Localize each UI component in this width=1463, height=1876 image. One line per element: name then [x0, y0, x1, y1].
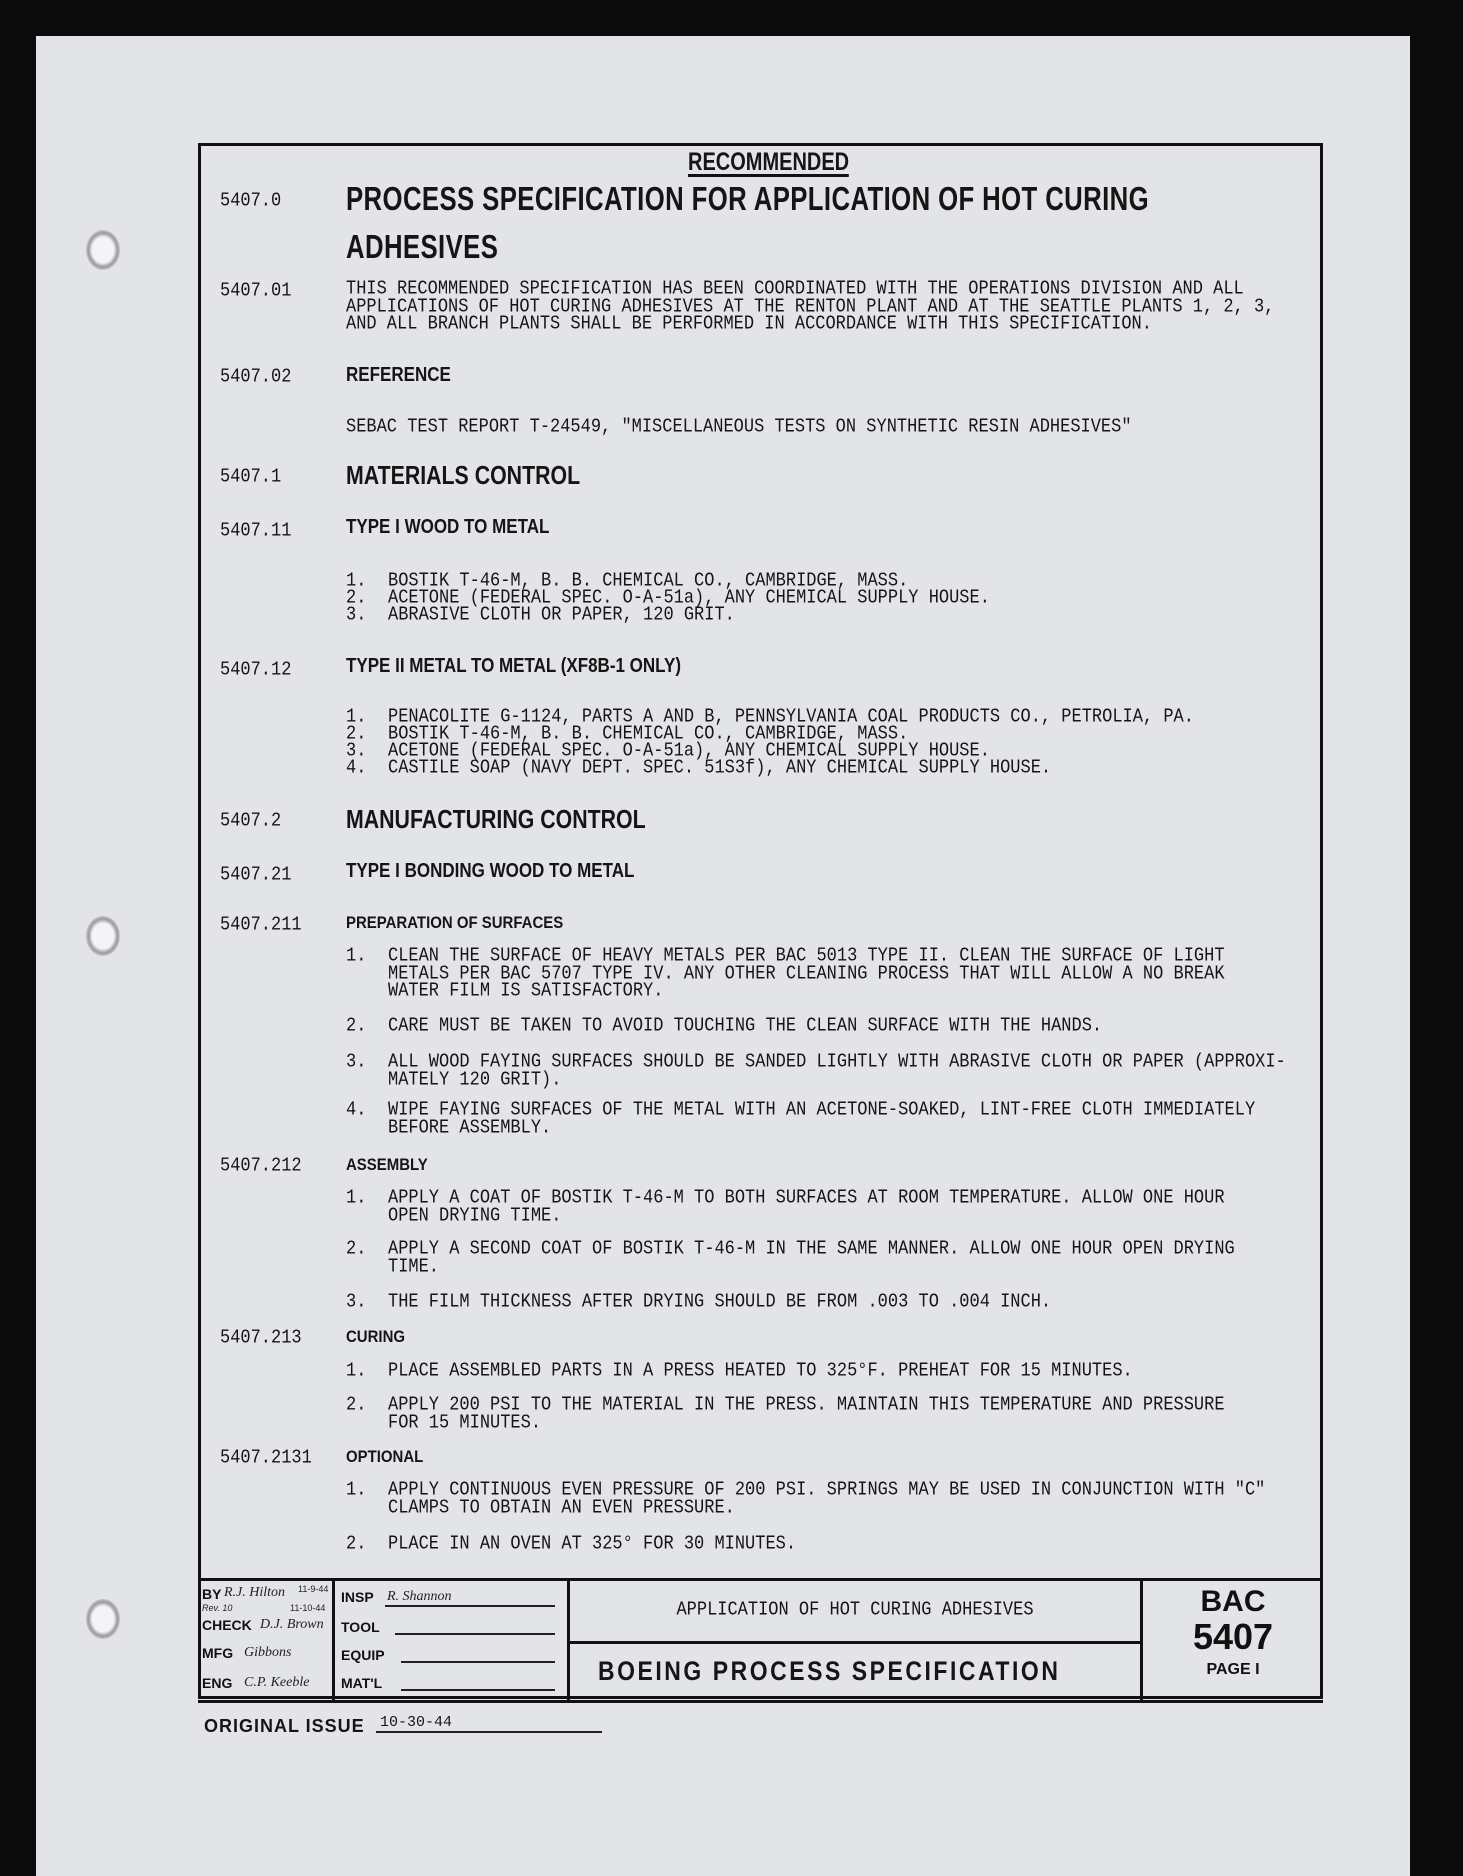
- list-item-number: 3.: [346, 740, 367, 763]
- binder-hole: [86, 916, 120, 956]
- binder-hole: [86, 230, 120, 270]
- list-item-text: WIPE FAYING SURFACES OF THE METAL WITH AN ACETONE-SOAKED, LINT-FREE CLOTH IMMEDIATELY: [388, 1099, 1256, 1122]
- list-item-text: ALL WOOD FAYING SURFACES SHOULD BE SANDED LIGHTLY WITH ABRASIVE CLOTH OR PAPER (APPROXI-: [388, 1051, 1286, 1074]
- paragraph-line: THIS RECOMMENDED SPECIFICATION HAS BEEN COORDINATED WITH THE OPERATIONS DIVISION AND ALL: [346, 278, 1244, 301]
- list-item-text: CLEAN THE SURFACE OF HEAVY METALS PER BAC 5013 TYPE II. CLEAN THE SURFACE OF LIGHT: [388, 945, 1225, 968]
- list-item-text: ACETONE (FEDERAL SPEC. O-A-51a), ANY CHEMICAL SUPPLY HOUSE.: [388, 587, 990, 610]
- revised-date: 11-10-44: [290, 1603, 326, 1613]
- list-item-text: APPLY A SECOND COAT OF BOSTIK T-46-M IN THE SAME MANNER. ALLOW ONE HOUR OPEN DRYING: [388, 1238, 1235, 1261]
- title-block: [198, 1578, 1323, 1703]
- section-heading: ASSEMBLY: [346, 1155, 428, 1174]
- spec-title: APPLICATION OF HOT CURING ADHESIVES: [676, 1599, 1034, 1622]
- section-number: 5407.211: [220, 914, 302, 937]
- section-heading: TYPE II METAL TO METAL (XF8B-1 ONLY): [346, 655, 682, 677]
- list-item-text: APPLY 200 PSI TO THE MATERIAL IN THE PRESS. MAINTAIN THIS TEMPERATURE AND PRESSURE: [388, 1394, 1225, 1417]
- list-item-text: WATER FILM IS SATISFACTORY.: [388, 980, 664, 1003]
- by-signature: R.J. Hilton: [224, 1585, 286, 1600]
- original-issue-date: 10-30-44: [376, 1714, 602, 1733]
- insp-signature: R. Shannon: [387, 1589, 452, 1604]
- company-spec-label: BOEING PROCESS SPECIFICATION: [598, 1656, 1061, 1686]
- mfg-label: MFG: [202, 1645, 234, 1661]
- list-item-number: 1.: [346, 1360, 367, 1383]
- section-number: 5407.0: [220, 190, 282, 213]
- section-heading: PREPARATION OF SURFACES: [346, 913, 564, 932]
- list-item-number: 2.: [346, 587, 367, 610]
- list-item-number: 3.: [346, 604, 367, 627]
- eng-label: ENG: [202, 1675, 233, 1691]
- mfg-signature: Gibbons: [244, 1645, 292, 1660]
- list-item-text: ACETONE (FEDERAL SPEC. O-A-51a), ANY CHEMICAL SUPPLY HOUSE.: [388, 740, 990, 763]
- section-number: 5407.213: [220, 1327, 302, 1350]
- section-heading: ADHESIVES: [346, 228, 499, 265]
- spec-number: 5407: [1192, 1616, 1274, 1657]
- equip-label: EQUIP: [341, 1647, 385, 1663]
- tool-label: TOOL: [341, 1619, 380, 1635]
- list-item-number: 1.: [346, 1187, 367, 1210]
- list-item-number: 4.: [346, 757, 367, 780]
- spec-number-cell: [1143, 1581, 1323, 1703]
- check-signature: D.J. Brown: [260, 1617, 324, 1632]
- paragraph-line: SEBAC TEST REPORT T-24549, "MISCELLANEOUS TESTS ON SYNTHETIC RESIN ADHESIVES": [346, 416, 1132, 439]
- list-item-number: 2.: [346, 723, 367, 746]
- bac-label: BAC: [1200, 1585, 1266, 1618]
- section-number: 5407.2: [220, 810, 282, 833]
- list-item-number: 2.: [346, 1533, 367, 1556]
- list-item-text: APPLY A COAT OF BOSTIK T-46-M TO BOTH SURFACES AT ROOM TEMPERATURE. ALLOW ONE HOUR: [388, 1187, 1225, 1210]
- section-number: 5407.02: [220, 366, 292, 389]
- list-item-number: 1.: [346, 570, 367, 593]
- list-item-text: CLAMPS TO OBTAIN AN EVEN PRESSURE.: [388, 1497, 735, 1519]
- section-number: 5407.2131: [220, 1447, 312, 1470]
- title-cell: [570, 1581, 1143, 1644]
- list-item-number: 2.: [346, 1394, 367, 1417]
- company-cell: [570, 1644, 1143, 1703]
- list-item-number: 1.: [346, 945, 367, 968]
- revised-note: Rev. 10: [202, 1603, 233, 1613]
- list-item-text: PLACE IN AN OVEN AT 325° FOR 30 MINUTES.: [388, 1533, 797, 1556]
- list-item-number: 2.: [346, 1015, 367, 1038]
- insp-line: [385, 1605, 555, 1607]
- insp-label: INSP: [341, 1589, 374, 1605]
- list-item-text: MATELY 120 GRIT).: [388, 1069, 562, 1091]
- check-label: CHECK: [202, 1617, 252, 1633]
- list-item-number: 2.: [346, 1238, 367, 1261]
- list-item-number: 3.: [346, 1051, 367, 1074]
- section-number: 5407.11: [220, 520, 292, 543]
- tool-line: [395, 1633, 555, 1635]
- section-heading: MANUFACTURING CONTROL: [346, 804, 646, 834]
- list-item-text: PLACE ASSEMBLED PARTS IN A PRESS HEATED TO 325°F. PREHEAT FOR 15 MINUTES.: [388, 1360, 1133, 1383]
- binder-hole: [86, 1599, 120, 1639]
- list-item-text: ABRASIVE CLOTH OR PAPER, 120 GRIT.: [388, 604, 735, 627]
- list-item-text: THE FILM THICKNESS AFTER DRYING SHOULD BE FROM .003 TO .004 INCH.: [388, 1291, 1052, 1314]
- eng-signature: C.P. Keeble: [244, 1675, 310, 1690]
- title-block-bottom-rule: [198, 1700, 1323, 1703]
- section-number: 5407.212: [220, 1155, 302, 1178]
- section-heading: OPTIONAL: [346, 1447, 424, 1466]
- list-item-text: OPEN DRYING TIME.: [388, 1205, 562, 1227]
- paragraph-line: AND ALL BRANCH PLANTS SHALL BE PERFORMED IN ACCORDANCE WITH THIS SPECIFICATION.: [346, 313, 1152, 336]
- list-item-text: APPLY CONTINUOUS EVEN PRESSURE OF 200 PSI. SPRINGS MAY BE USED IN CONJUNCTION WITH "C": [388, 1479, 1266, 1502]
- section-number: 5407.01: [220, 280, 292, 303]
- signature-cell: [198, 1581, 335, 1703]
- list-item-text: BOSTIK T-46-M, B. B. CHEMICAL CO., CAMBRIDGE, MASS.: [388, 723, 909, 746]
- list-item-number: 1.: [346, 1479, 367, 1502]
- section-heading: TYPE I BONDING WOOD TO METAL: [346, 860, 635, 882]
- matl-label: MAT'L: [341, 1675, 383, 1691]
- list-item-text: TIME.: [388, 1256, 440, 1278]
- list-item-number: 1.: [346, 706, 367, 729]
- list-item-text: METALS PER BAC 5707 TYPE IV. ANY OTHER CLEANING PROCESS THAT WILL ALLOW A NO BREAK: [388, 963, 1225, 985]
- section-heading: TYPE I WOOD TO METAL: [346, 516, 550, 538]
- list-item-text: CARE MUST BE TAKEN TO AVOID TOUCHING THE CLEAN SURFACE WITH THE HANDS.: [388, 1015, 1103, 1038]
- original-issue-label: ORIGINAL ISSUE: [204, 1716, 365, 1736]
- list-item-number: 4.: [346, 1099, 367, 1122]
- section-heading: REFERENCE: [346, 364, 451, 386]
- section-number: 5407.21: [220, 864, 292, 887]
- section-heading: PROCESS SPECIFICATION FOR APPLICATION OF HOT CURING: [346, 180, 1150, 217]
- approval-cell: [335, 1581, 570, 1703]
- by-label: BY: [202, 1586, 222, 1602]
- equip-line: [401, 1661, 555, 1663]
- matl-line: [401, 1689, 555, 1691]
- recommended-stamp: RECOMMENDED: [688, 148, 850, 176]
- section-number: 5407.12: [220, 659, 292, 682]
- by-date: 11-9-44: [298, 1584, 329, 1594]
- section-heading: CURING: [346, 1327, 406, 1346]
- list-item-number: 3.: [346, 1291, 367, 1314]
- section-number: 5407.1: [220, 466, 282, 489]
- page-number: PAGE I: [1206, 1661, 1260, 1678]
- list-item-text: PENACOLITE G-1124, PARTS A AND B, PENNSYLVANIA COAL PRODUCTS CO., PETROLIA, PA.: [388, 706, 1194, 729]
- paragraph-line: APPLICATIONS OF HOT CURING ADHESIVES AT THE RENTON PLANT AND AT THE SEATTLE PLANTS 1, 2, 3,: [346, 296, 1275, 318]
- section-heading: MATERIALS CONTROL: [346, 460, 581, 490]
- list-item-text: CASTILE SOAP (NAVY DEPT. SPEC. 51S3f), ANY CHEMICAL SUPPLY HOUSE.: [388, 757, 1052, 780]
- list-item-text: BOSTIK T-46-M, B. B. CHEMICAL CO., CAMBRIDGE, MASS.: [388, 570, 909, 593]
- list-item-text: BEFORE ASSEMBLY.: [388, 1117, 552, 1139]
- list-item-text: FOR 15 MINUTES.: [388, 1412, 542, 1434]
